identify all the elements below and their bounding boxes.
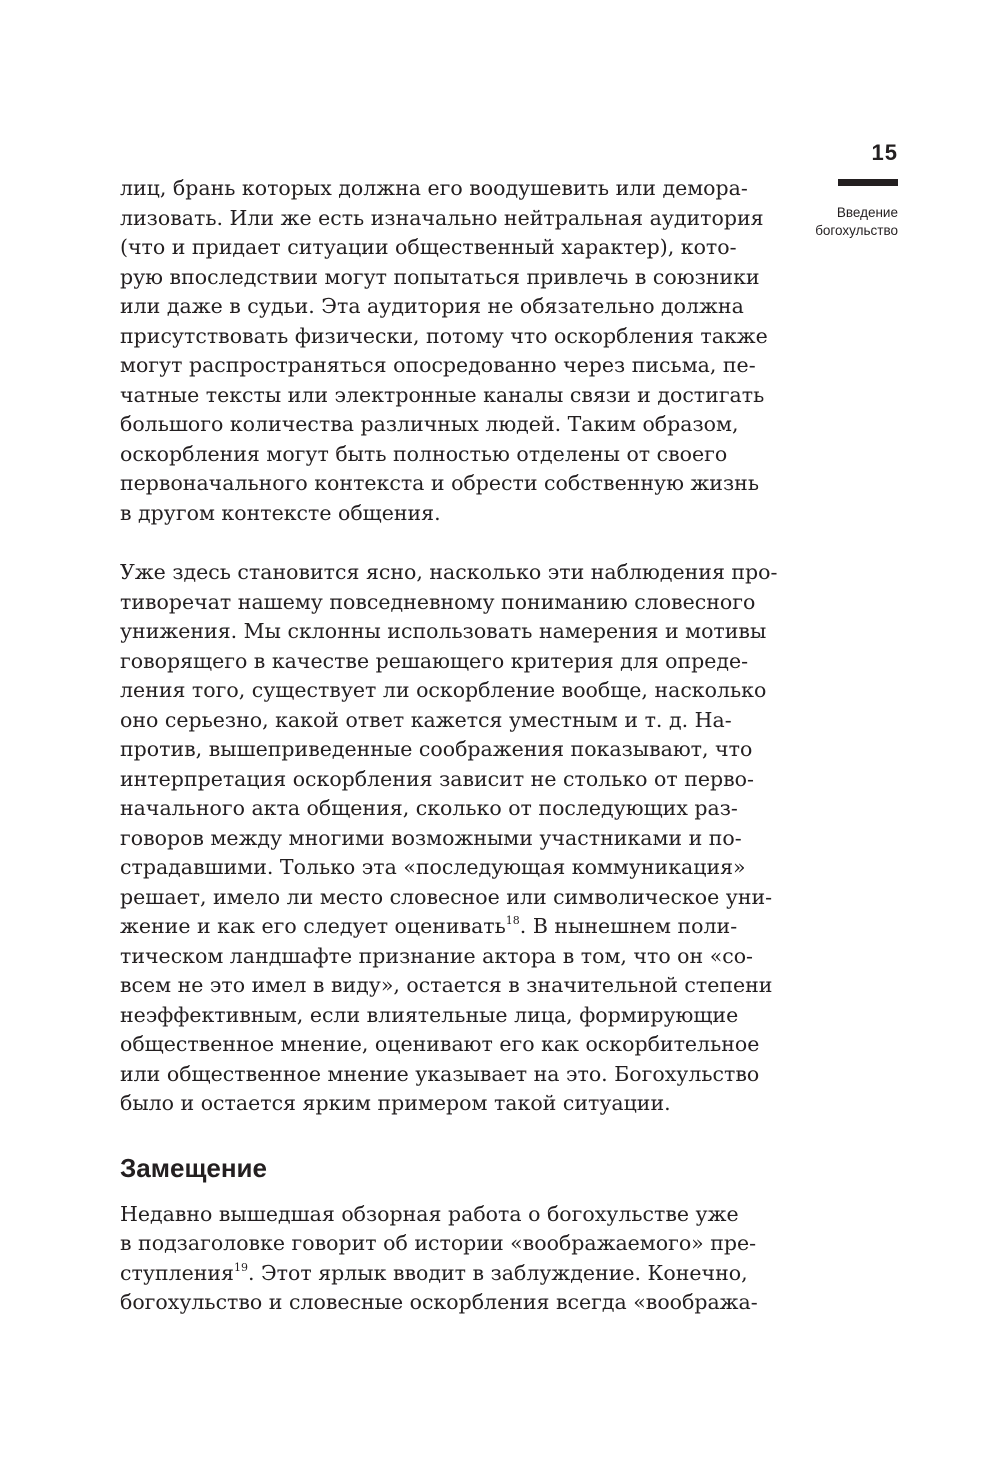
text-line: могут распространяться опосредованно через письма, пе-: [120, 353, 756, 377]
text-line: [120, 912, 738, 942]
text-line: или общественное мнение указывает на это. Богохульство: [120, 1061, 760, 1086]
text-line: всем не это имел в виду», остается в значительной степени: [120, 973, 773, 997]
text-line: общественное мнение, оценивают его как оскорбительное: [120, 1032, 760, 1056]
text-fragment: ступления: [120, 1260, 234, 1285]
text-line: лизовать. Или же есть изначально нейтральная аудитория: [120, 205, 764, 230]
text-line: чатные тексты или электронные каналы связи и достигать: [120, 382, 765, 407]
text-line: Недавно вышедшая обзорная работа о богохульстве уже: [120, 1201, 739, 1226]
text-line: унижения. Мы склонны использовать намерения и мотивы: [120, 619, 767, 643]
running-head: [815, 204, 898, 240]
text-line: тиворечат нашему повседневному пониманию словесного: [120, 589, 756, 614]
header-rule: [838, 179, 898, 186]
text-fragment: . Этот ярлык вводит в заблуждение. Конечно,: [247, 1260, 748, 1285]
footnote-ref-18[interactable]: 18: [505, 914, 520, 927]
text-line: оно серьезно, какой ответ кажется уместным и т. д. На-: [120, 707, 732, 732]
text-line: в подзаголовке говорит об истории «воображаемого» пре-: [120, 1231, 757, 1255]
text-line: говорящего в качестве решающего критерия для опреде-: [120, 648, 749, 673]
text-fragment: жение и как его следует оценивать: [120, 914, 506, 938]
page-number: 15: [871, 140, 898, 165]
text-line: в другом контексте общения.: [120, 500, 441, 525]
body-text: [120, 174, 778, 1318]
text-line: первоначального контекста и обрести собственную жизнь: [120, 471, 759, 495]
text-line: страдавшими. Только эта «последующая коммуникация»: [120, 855, 746, 879]
text-line: большого количества различных людей. Таким образом,: [120, 412, 739, 436]
paragraph: [120, 558, 778, 1119]
text-line: начального акта общения, сколько от последующих раз-: [120, 796, 738, 820]
text-fragment: . В нынешнем поли-: [519, 914, 738, 938]
text-line: тическом ландшафте признание актора в том, что он «со-: [120, 943, 753, 968]
text-line: присутствовать физически, потому что оскорбления также: [120, 323, 768, 348]
text-line: лиц, брань которых должна его воодушевить или демора-: [120, 176, 748, 200]
text-line: говоров между многими возможными участниками и по-: [120, 825, 742, 850]
text-line: или даже в судьи. Эта аудитория не обязательно должна: [120, 294, 744, 318]
running-head-line: Введение: [836, 205, 898, 220]
text-line: богохульство и словесные оскорбления всегда «вообража-: [120, 1290, 758, 1314]
text-line: было и остается ярким примером такой ситуации.: [120, 1091, 671, 1115]
paragraph: [120, 1200, 758, 1318]
text-line: неэффективным, если влиятельные лица, формирующие: [120, 1002, 739, 1027]
text-line: ления того, существует ли оскорбление вообще, насколько: [120, 678, 767, 702]
text-line: оскорбления могут быть полностью отделены от своего: [120, 441, 728, 466]
text-line: Уже здесь становится ясно, насколько эти наблюдения про-: [120, 560, 778, 584]
paragraph: [120, 174, 768, 528]
text-line: рую впоследствии могут попытаться привлечь в союзники: [120, 264, 760, 289]
section-heading: Замещение: [120, 1152, 267, 1183]
text-line: против, вышеприведенные соображения показывают, что: [120, 737, 753, 761]
text-line: интерпретация оскорбления зависит не столько от перво-: [120, 766, 754, 791]
footnote-ref-19[interactable]: 19: [233, 1260, 248, 1274]
text-line: [120, 1259, 748, 1289]
text-line: (что и придает ситуации общественный характер), кото-: [120, 235, 737, 259]
text-line: решает, имело ли место словесное или символическое уни-: [120, 884, 773, 909]
running-head-line: богохульство: [815, 223, 898, 238]
